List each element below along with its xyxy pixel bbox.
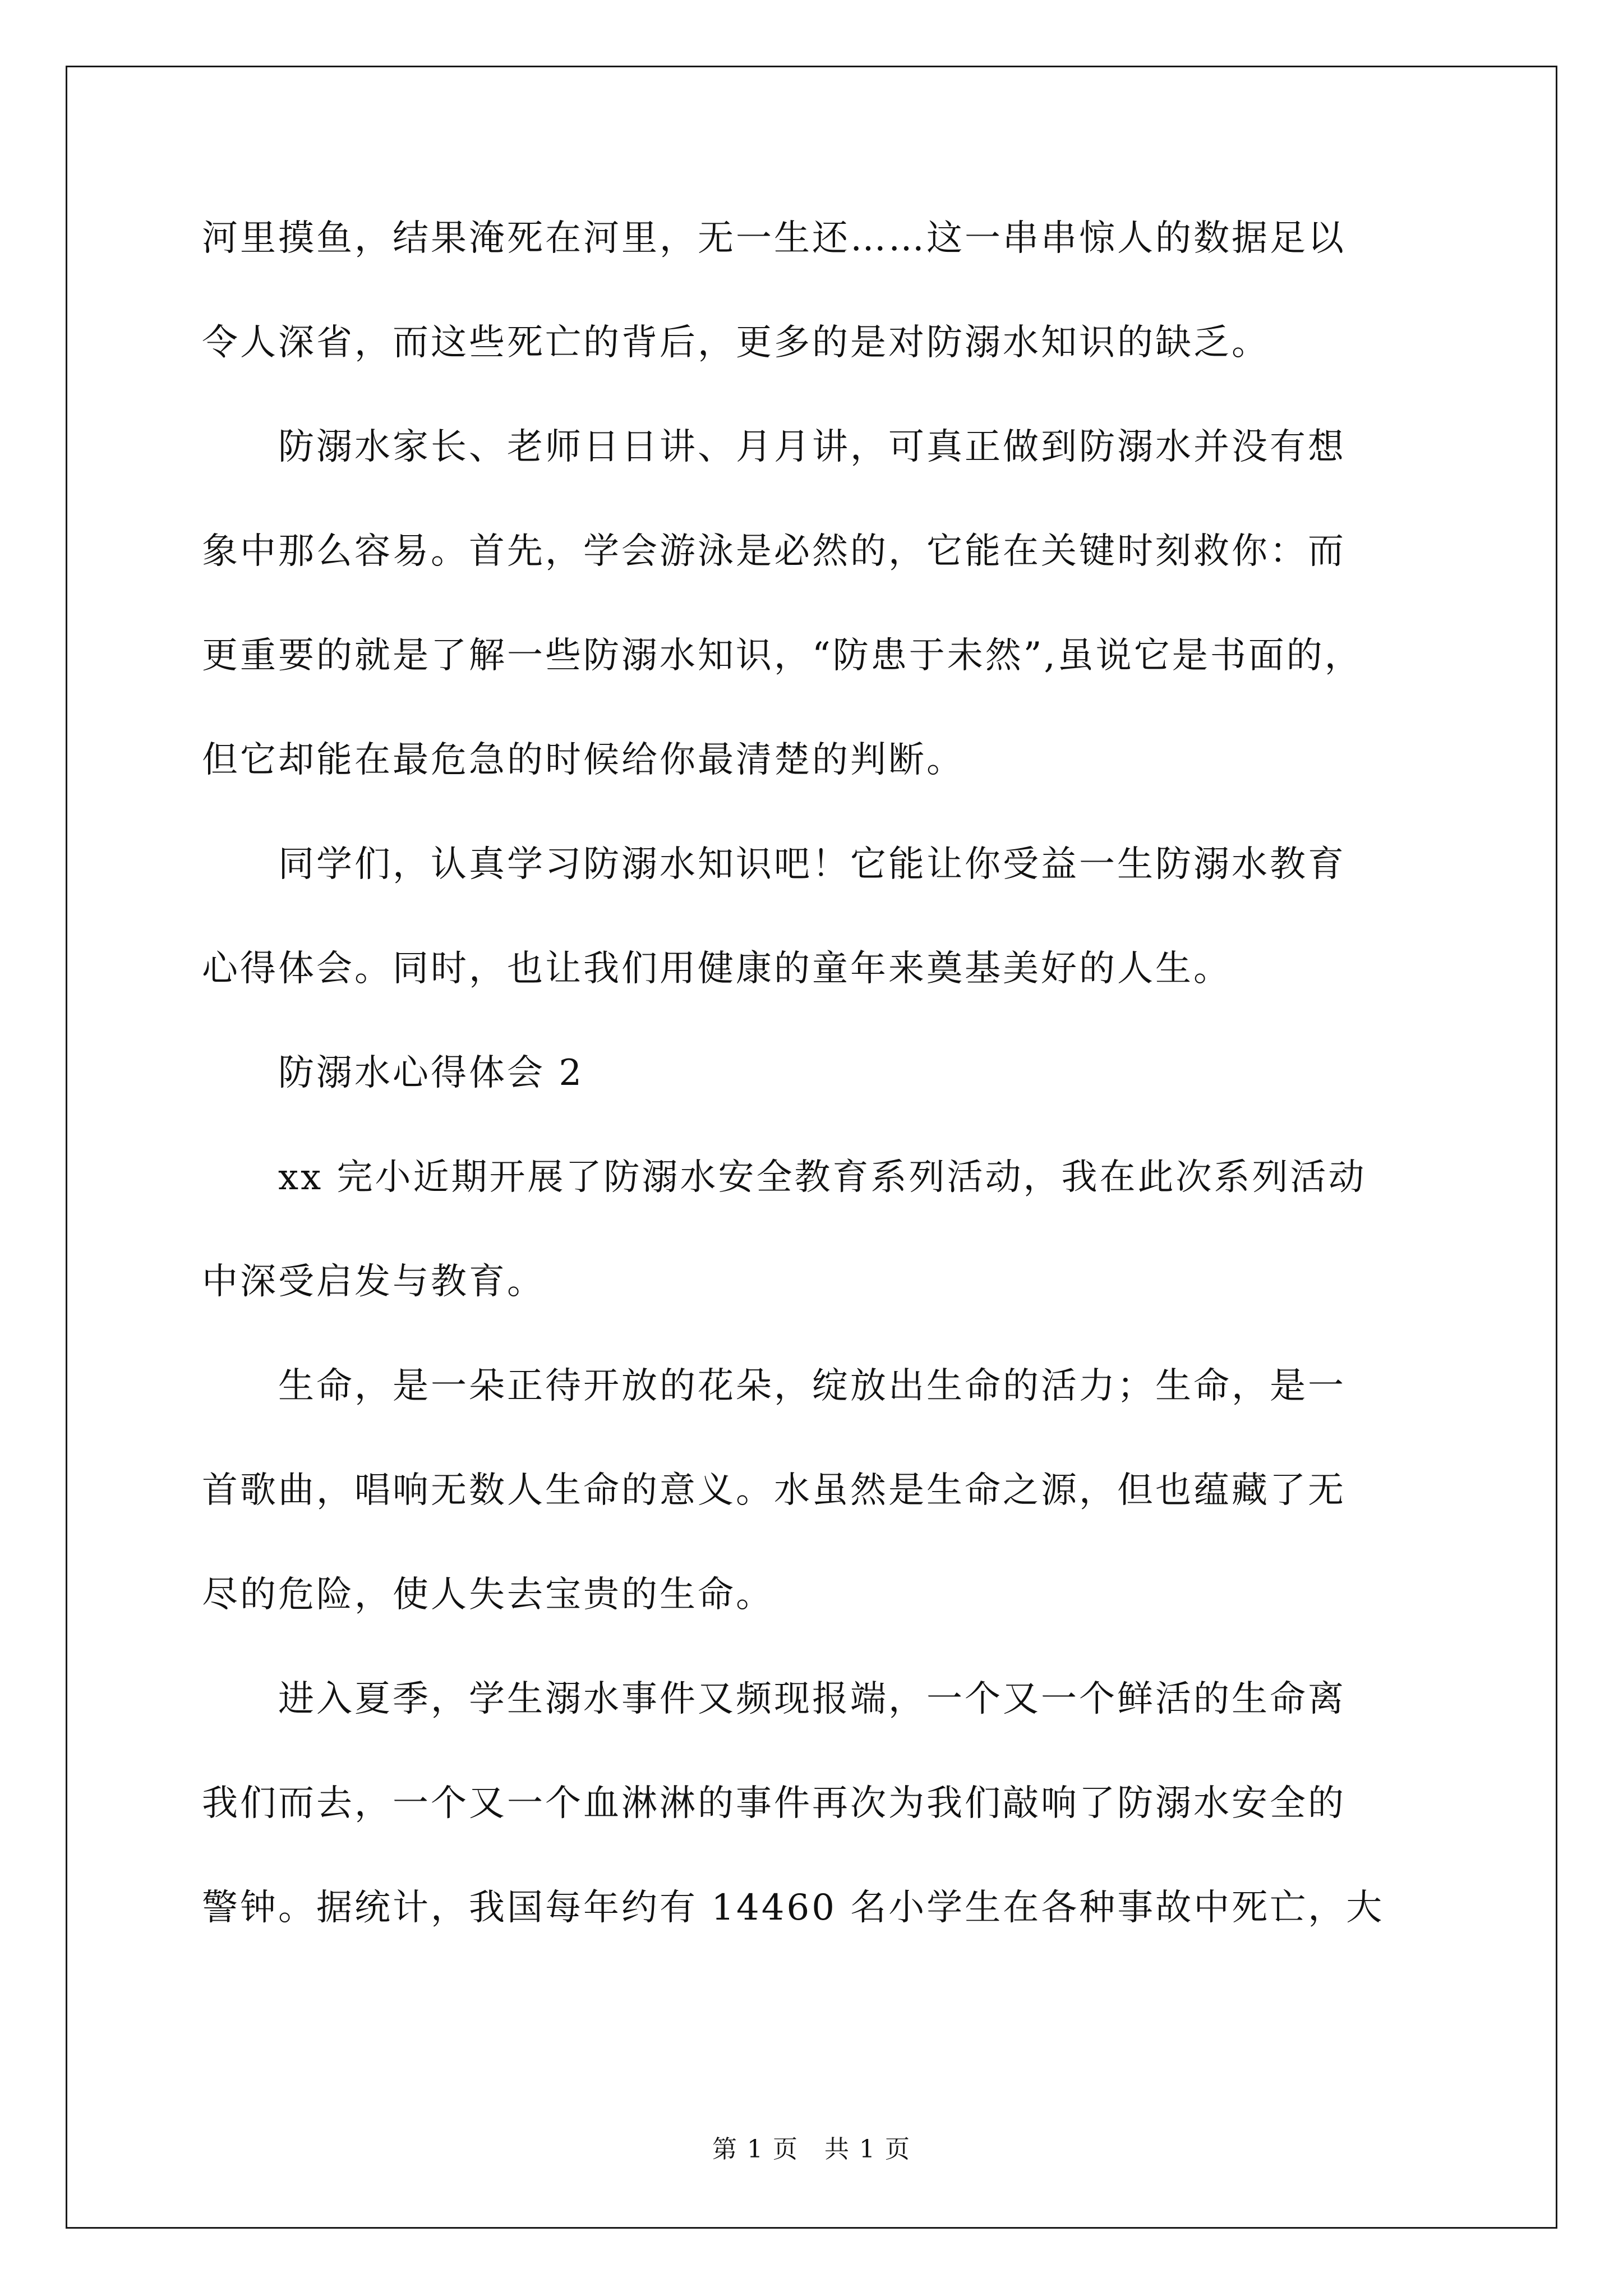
text-line: 警钟。据统计，我国每年约有 14460 名小学生在各种事故中死亡，大 bbox=[202, 1887, 1385, 1929]
text-line: xx 完小近期开展了防溺水安全教育系列活动，我在此次系列活动 bbox=[202, 1157, 1367, 1198]
text-line: 中深受启发与教育。 bbox=[202, 1261, 545, 1303]
text-line: 河里摸鱼，结果淹死在河里，无一生还……这一串串惊人的数据足以 bbox=[202, 218, 1346, 259]
text-line: 尽的危险，使人失去宝贵的生命。 bbox=[202, 1574, 774, 1616]
text-line: 但它却能在最危急的时候给你最清楚的判断。 bbox=[202, 739, 965, 781]
text-line: 令人深省，而这些死亡的背后，更多的是对防溺水知识的缺乏。 bbox=[202, 322, 1270, 364]
text-line: 更重要的就是了解一些防溺水知识，“防患于未然”,虽说它是书面的， bbox=[202, 635, 1363, 677]
text-line: 生命，是一朵正待开放的花朵，绽放出生命的活力；生命，是一 bbox=[202, 1365, 1346, 1407]
text-line: 进入夏季，学生溺水事件又频现报端，一个又一个鲜活的生命离 bbox=[202, 1678, 1346, 1720]
text-line: 象中那么容易。首先，学会游泳是必然的，它能在关键时刻救你：而 bbox=[202, 531, 1346, 572]
section-heading: 防溺水心得体会 2 bbox=[202, 1052, 584, 1094]
document-body bbox=[202, 213, 1424, 1987]
text-line: 同学们，认真学习防溺水知识吧！它能让你受益一生防溺水教育 bbox=[202, 844, 1346, 885]
text-line: 首歌曲，唱响无数人生命的意义。水虽然是生命之源，但也蕴藏了无 bbox=[202, 1470, 1346, 1511]
text-line: 我们而去，一个又一个血淋淋的事件再次为我们敲响了防溺水安全的 bbox=[202, 1783, 1346, 1824]
text-line: 防溺水家长、老师日日讲、月月讲，可真正做到防溺水并没有想 bbox=[202, 426, 1346, 468]
page-number-footer: 第 1 页 共 1 页 bbox=[712, 2135, 911, 2164]
text-line: 心得体会。同时，也让我们用健康的童年来奠基美好的人生。 bbox=[202, 948, 1232, 990]
